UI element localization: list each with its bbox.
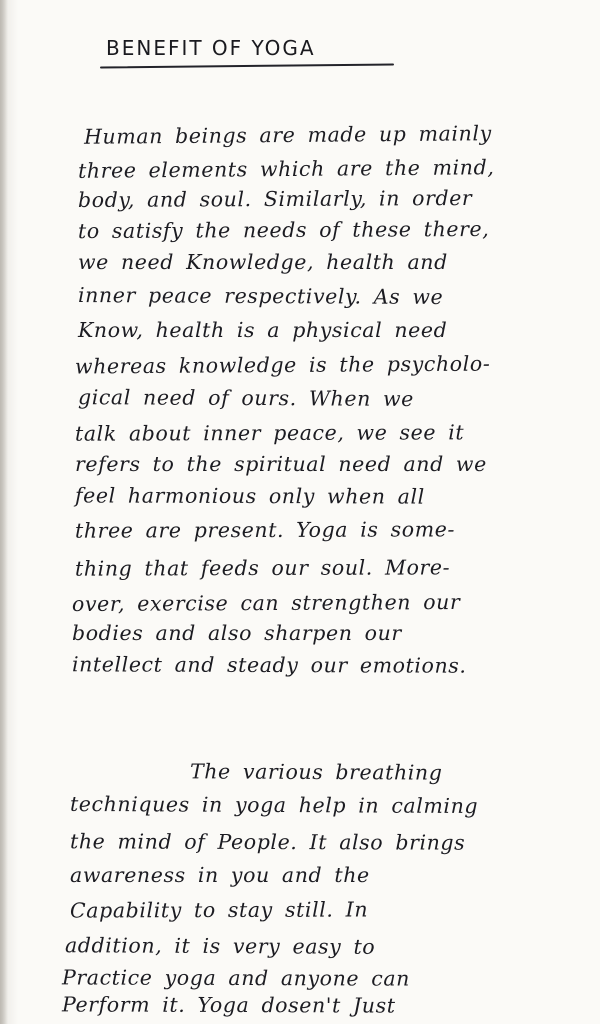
text-line: thing that feeds our soul. More- <box>74 555 451 581</box>
text-line: Perform it. Yoga dosen't Just <box>61 992 396 1018</box>
text-line: the mind of People. It also brings <box>69 829 466 855</box>
text-line: body, and soul. Similarly, in order <box>77 185 473 213</box>
text-line: whereas knowledge is the psycholo- <box>74 351 491 379</box>
text-line: intellect and steady our emotions. <box>71 652 467 678</box>
text-line: awareness in you and the <box>70 863 370 887</box>
text-line: refers to the spiritual need and we <box>75 452 487 476</box>
text-line: The various breathing <box>189 759 443 785</box>
page-title: BENEFIT OF YOGA <box>106 36 316 60</box>
title-underline <box>100 63 394 68</box>
text-line: techniques in yoga help in calming <box>69 791 479 819</box>
text-line: talk about inner peace, we see it <box>74 420 465 446</box>
text-line: Human beings are made up mainly <box>83 121 492 149</box>
text-line: feel harmonious only when all <box>74 483 425 509</box>
page-edge-shadow <box>0 0 8 1024</box>
text-line: addition, it is very easy to <box>64 933 376 959</box>
text-line: over, exercise can strengthen our <box>71 589 461 617</box>
text-line: we need Knowledge, health and <box>78 250 448 274</box>
text-line: to satisfy the needs of these there, <box>77 216 490 244</box>
text-line: three elements which are the mind, <box>77 155 495 183</box>
text-line: Practice yoga and anyone can <box>61 965 411 991</box>
text-line: three are present. Yoga is some- <box>74 517 456 543</box>
text-line: inner peace respectively. As we <box>77 283 444 309</box>
text-line: Capability to stay still. In <box>69 897 369 923</box>
text-line: gical need of ours. When we <box>77 385 414 411</box>
text-line: Know, health is a physical need <box>78 318 448 342</box>
text-line: bodies and also sharpen our <box>72 621 402 645</box>
